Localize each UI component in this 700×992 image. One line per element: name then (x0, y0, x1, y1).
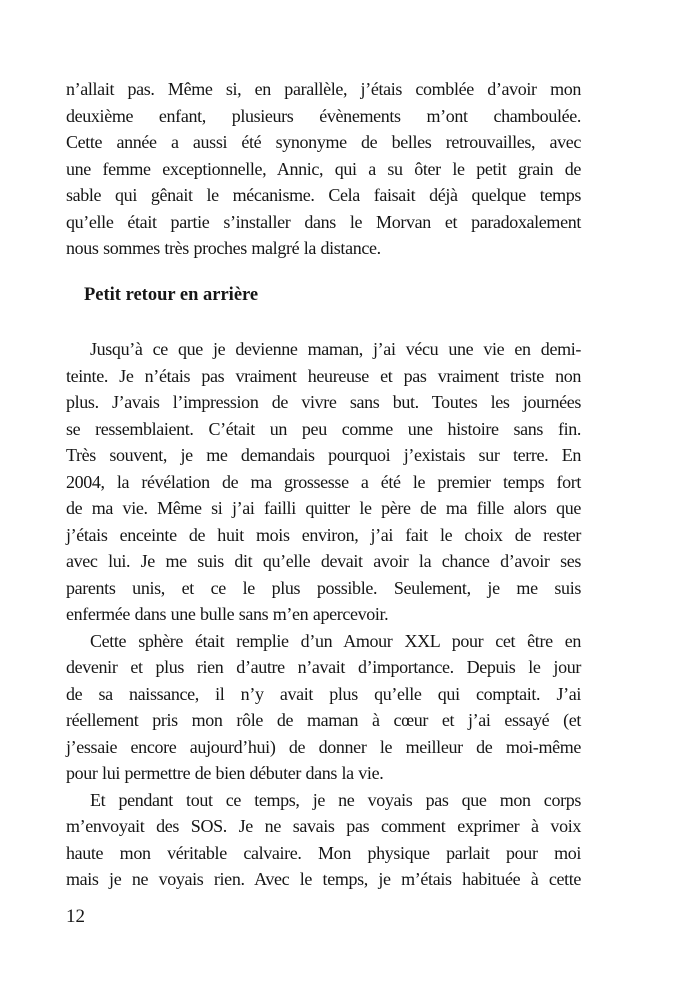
text-line: Cette sphère était remplie d’un Amour XXL pour cet être en (90, 630, 581, 651)
text-line: une femme exceptionnelle, Annic, qui a su ôter le petit grain de (66, 158, 581, 179)
text-line: j’étais enceinte de huit mois environ, j’ai fait le choix de rester (66, 524, 581, 545)
text-line: j’essaie encore aujourd’hui) de donner le meilleur de moi-même (66, 736, 581, 757)
paragraph-1 (66, 336, 581, 628)
text-line: avec lui. Je me suis dit qu’elle devait avoir la chance d’avoir ses (66, 551, 581, 571)
paragraph-3 (66, 787, 581, 893)
text-line: Cette année a aussi été synonyme de belles retrouvailles, avec (66, 132, 581, 152)
text-line: réellement pris mon rôle de maman à cœur et j’ai essayé (et (66, 710, 581, 730)
text-line: nous sommes très proches malgré la distance. (66, 238, 381, 258)
text-line: Jusqu’à ce que je devienne maman, j’ai vécu une vie en demi- (90, 339, 581, 359)
text-line: pour lui permettre de bien débuter dans la vie. (66, 763, 384, 783)
text-line: de ma vie. Même si j’ai failli quitter le père de ma fille alors que (66, 498, 581, 518)
text-line: m’envoyait des SOS. Je ne savais pas comment exprimer à voix (66, 816, 581, 836)
text-line: qu’elle était partie s’installer dans le Morvan et paradoxalement (66, 211, 581, 232)
text-line: teinte. Je n’étais pas vraiment heureuse et pas vraiment triste non (66, 365, 581, 386)
page-text (66, 76, 581, 893)
section-heading: Petit retour en arrière (84, 284, 259, 305)
text-line: se ressemblaient. C’était un peu comme une histoire sans fin. (66, 418, 581, 439)
paragraph-2 (66, 628, 581, 787)
text-line: enfermée dans une bulle sans m’en apercevoir. (66, 604, 389, 624)
text-line: sable qui gênait le mécanisme. Cela faisait déjà quelque temps (66, 185, 581, 205)
page-number: 12 (66, 906, 85, 927)
text-line: parents unis, et ce le plus possible. Seulement, je me suis (66, 577, 581, 598)
text-line: haute mon véritable calvaire. Mon physique parlait pour moi (66, 842, 581, 863)
paragraph-opening (66, 76, 581, 262)
text-line: mais je ne voyais rien. Avec le temps, je m’étais habituée à cette (66, 869, 581, 889)
text-line: de sa naissance, il n’y avait plus qu’elle qui comptait. J’ai (66, 683, 581, 704)
text-line: devenir et plus rien d’autre n’avait d’importance. Depuis le jour (66, 657, 581, 677)
text-line: deuxième enfant, plusieurs évènements m’ont chamboulée. (66, 105, 581, 126)
text-line: n’allait pas. Même si, en parallèle, j’étais comblée d’avoir mon (66, 79, 581, 99)
text-line: Très souvent, je me demandais pourquoi j’existais sur terre. En (66, 445, 581, 465)
text-line: 2004, la révélation de ma grossesse a été le premier temps fort (66, 471, 581, 492)
text-line: Et pendant tout ce temps, je ne voyais pas que mon corps (90, 789, 581, 810)
text-line: plus. J’avais l’impression de vivre sans but. Toutes les journées (66, 392, 581, 412)
